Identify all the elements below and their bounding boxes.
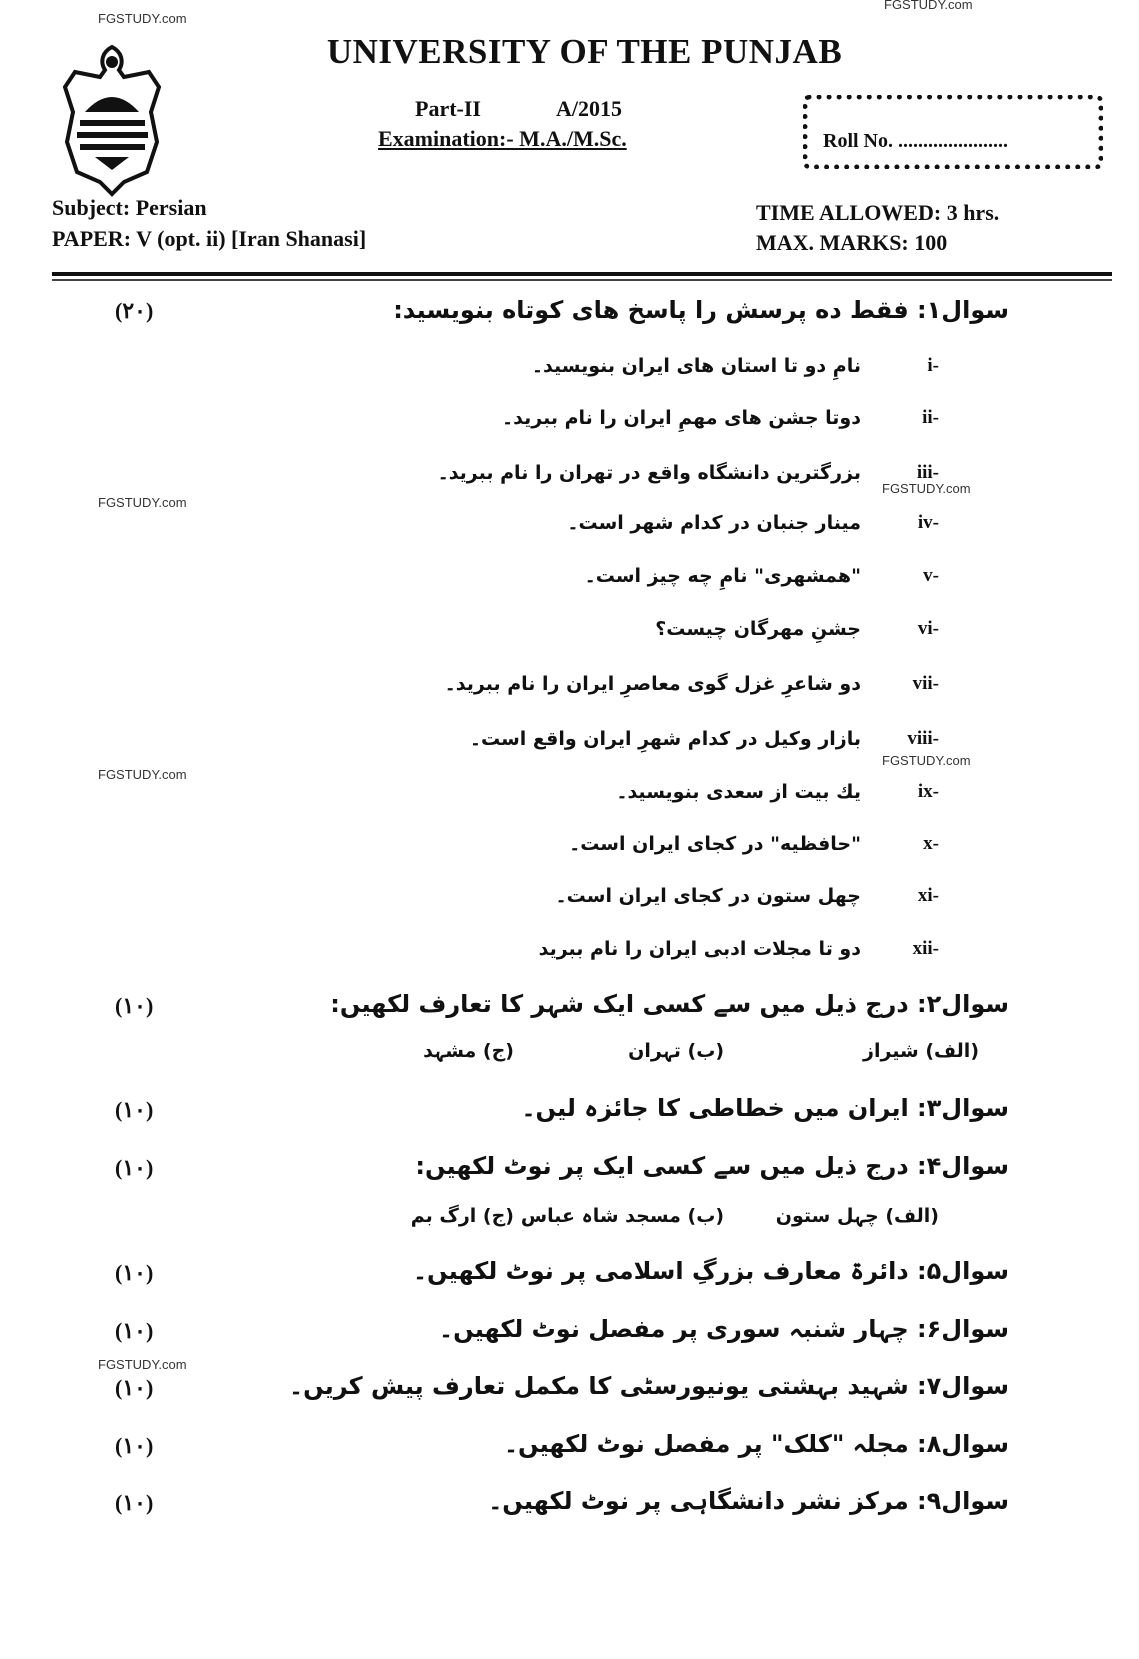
item-number: viii- [907,728,939,749]
option: (الف) چہل ستون [775,1205,939,1227]
option: (الف) شیراز [863,1040,979,1062]
item-number: v- [923,565,939,586]
option: (ج) مشہد [423,1040,514,1062]
question-item: دوتا جشن های مهمِ ایران را نام ببرید۔ [502,407,861,429]
question-item: یك بیت از سعدی بنویسید۔ [616,781,861,803]
roll-no-label: Roll No. ...................... [823,130,1008,152]
roll-no-box [803,95,1103,169]
question-5: سوال۵: دائرۃ معارف بزرگِ اسلامی پر نوٹ لکھیں۔ [412,1257,1009,1285]
marks: (۱۰) [115,1097,154,1122]
item-number: vi- [917,618,939,639]
item-number: ii- [922,407,939,428]
item-number: xi- [917,885,939,906]
max-marks: MAX. MARKS: 100 [756,230,948,255]
question-7: سوال۷: شہید بہشتی یونیورسٹی کا مکمل تعارف پیش کریں۔ [289,1372,1009,1400]
item-number: x- [923,833,939,854]
watermark: FGSTUDY.com [882,481,971,496]
watermark: FGSTUDY.com [884,0,973,12]
option: (ب) مسجد شاہ عباس [520,1205,724,1227]
divider [52,279,1112,281]
marks: (۱۰) [115,993,154,1018]
watermark: FGSTUDY.com [98,1357,187,1372]
watermark: FGSTUDY.com [98,495,187,510]
question-6: سوال۶: چہار شنبہ سوری پر مفصل نوٹ لکھیں۔ [439,1315,1009,1343]
watermark: FGSTUDY.com [98,11,187,26]
question-1: سوال۱: فقط ده پرسش را پاسخ های کوتاه بنویسید: [393,296,1009,324]
watermark: FGSTUDY.com [882,753,971,768]
divider [52,272,1112,276]
marks: (۱۰) [115,1155,154,1180]
question-4: سوال۴: درج ذیل میں سے کسی ایک پر نوٹ لکھیں: [415,1152,1009,1180]
question-item: بازار وکیل در کدام شهرِ ایران واقع است۔ [469,728,861,750]
university-title: UNIVERSITY OF THE PUNJAB [326,32,843,71]
question-item: مینار جنبان در کدام شهر است۔ [567,512,861,534]
session: A/2015 [556,96,622,121]
item-number: xii- [912,938,939,959]
item-number: iv- [917,512,939,533]
question-item: نامِ دو تا استان های ایران بنویسید۔ [531,355,861,377]
question-item: دو شاعرِ غزل گوی معاصرِ ایران را نام ببرید۔ [444,673,861,695]
question-3: سوال۳: ایران میں خطاطی کا جائزہ لیں۔ [521,1094,1009,1122]
option: (ج) ارگ بم [410,1205,514,1227]
examination: Examination:- M.A./M.Sc. [378,126,627,151]
question-8: سوال۸: مجلہ "کلک" پر مفصل نوٹ لکھیں۔ [503,1430,1009,1458]
question-9: سوال۹: مرکز نشر دانشگاہی پر نوٹ لکھیں۔ [488,1487,1009,1515]
part: Part-II [415,96,481,121]
question-item: چهل ستون در کجای ایران است۔ [555,885,861,907]
watermark: FGSTUDY.com [98,767,187,782]
question-item: جشنِ مهرگان چیست؟ [655,618,861,640]
paper: PAPER: V (opt. ii) [Iran Shanasi] [52,226,367,251]
item-number: i- [927,355,939,376]
time-allowed: TIME ALLOWED: 3 hrs. [756,200,1000,225]
question-item: "حافظیه" در کجای ایران است۔ [569,833,861,855]
subject: Subject: Persian [52,195,207,220]
question-2: سوال۲: درج ذیل میں سے کسی ایک شہر کا تعارف لکھیں: [330,990,1009,1018]
item-number: ix- [917,781,939,802]
marks: (۱۰) [115,1260,154,1285]
question-item: بزرگترین دانشگاه واقع در تهران را نام ببرید۔ [437,462,861,484]
item-number: vii- [912,673,939,694]
option: (ب) تہران [628,1040,724,1062]
question-item: "همشهری" نامِ چه چیز است۔ [584,565,861,587]
marks: (۱۰) [115,1318,154,1343]
marks: (۱۰) [115,1490,154,1515]
marks: (۱۰) [115,1375,154,1400]
marks: (۲۰) [115,298,154,323]
item-number: iii- [916,462,939,483]
question-item: دو تا مجلات ادبی ایران را نام ببرید [538,938,861,960]
marks: (۱۰) [115,1433,154,1458]
